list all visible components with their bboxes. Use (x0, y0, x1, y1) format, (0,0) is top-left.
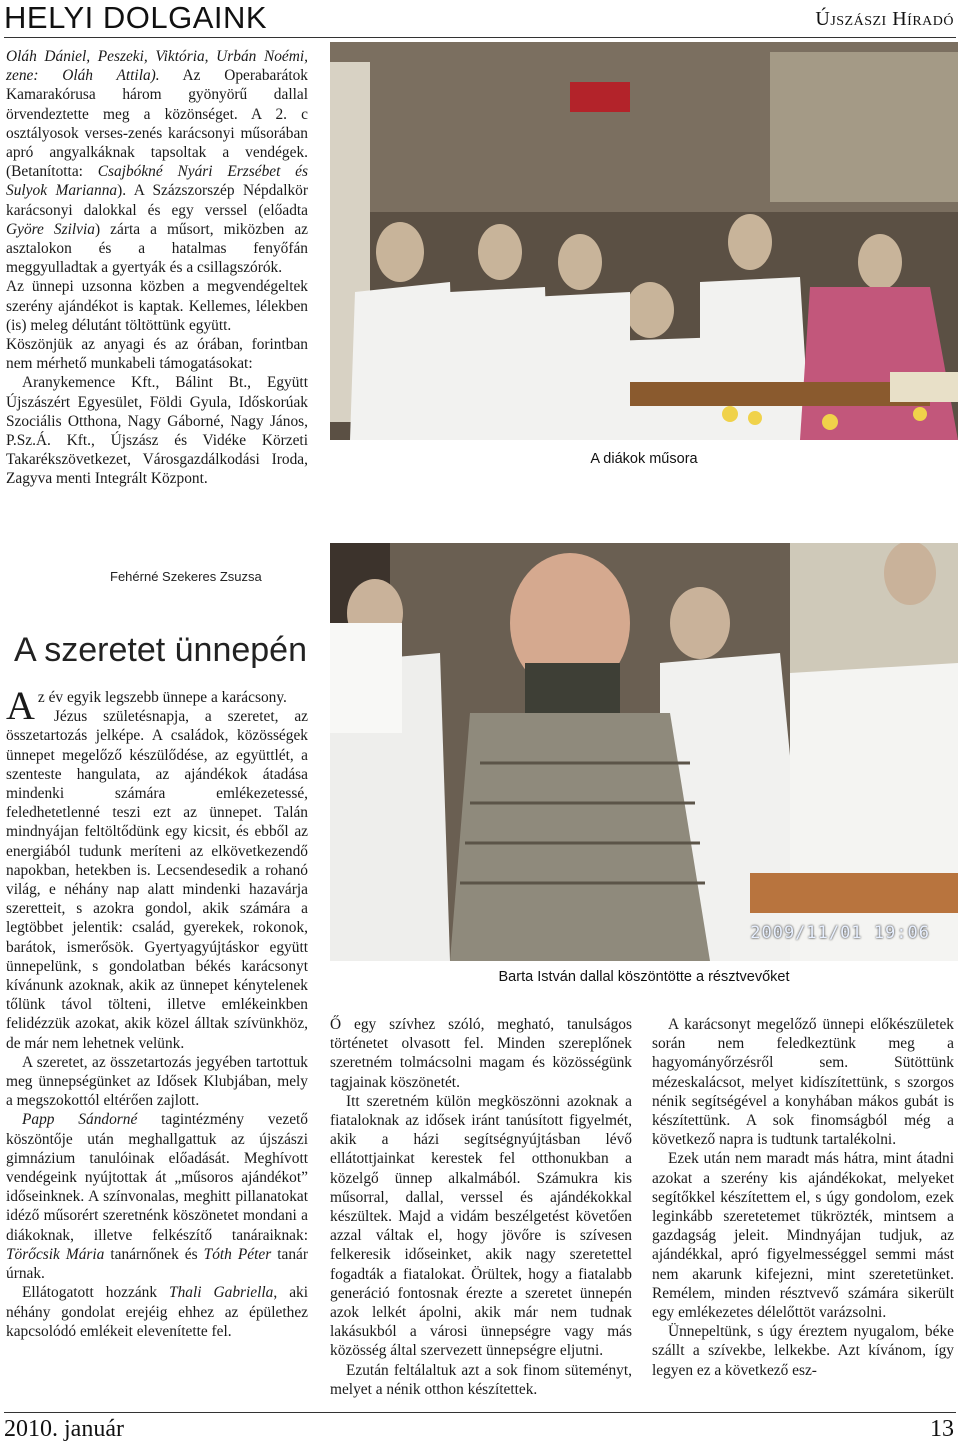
paragraph: A karácsonyt megelőző ünnepi előkészületek során nem feledkeztünk meg a hagyományőrzésről sem. Sütöttünk mézeskalácsot, melyet kidíszítettünk, s szorgos nénik segítségével a konyhában mákos gubát is készítettünk. A sok finomságból még a következő napra is tudtunk tartalékolni. (652, 1016, 954, 1149)
paragraph: Ünnepeltünk, s úgy éreztem nyugalom, béke szállt a szívekbe, lelkekbe. Azt kívánom, így legyen ez a következő esz- (652, 1323, 954, 1379)
paragraph: Az ünnepi uzsonna közben a megvendégeltek szerény ajándékot is kaptak. Kellemes, lélekben (is) meleg délutánt töltöttünk együtt. (6, 278, 308, 334)
paragraph: Itt szeretném külön megköszönni azoknak a fiataloknak az idősek iránt tanúsított figyelmét, akik a házi segítségnyújtásban lévő ellátottjainkat kerestek fel otthonukban a közelgő ünnep alkalmából. Számukra kis műsorral, dallal, verssel és ajándékokkal készültek. Majd a vidám beszélgetést követően azzal váltak el, hogy jövőre is szívesen felkeresik időseinket, akik nagy szeretettel fogadták a fiatalokat. Örültek, hogy a fiatalabb generáció fontosnak érezte a szeretet ünnepén azok lelkét ápolni, akik már nem tudnak lakásukból a városi ünnepségre vagy más közösség által szervezett ünnepségre eljutni. (330, 1092, 632, 1360)
photo-caption: A diákok műsora (590, 451, 698, 467)
photo-illustration (330, 42, 958, 440)
issue-date: 2010. január (4, 1416, 124, 1442)
photo-timestamp: 2009/11/01 19:06 (750, 923, 930, 943)
drop-cap: A (6, 683, 35, 728)
footer-rule (4, 1412, 956, 1413)
students-performance-photo (330, 42, 958, 440)
paragraph: Ő egy szívhez szóló, megható, tanulságos történetet olvasott fel. Minden szereplőnek szeretném tolmácsolni magam és közösségünk tagjainak köszönetét. (330, 1016, 632, 1091)
barta-istvan-singing-photo (330, 543, 958, 961)
sponsor-list: Aranykemence Kft., Bálint Bt., Együtt Újszászért Egyesület, Földi Gyula, Időskorúak Szociális Otthona, Nagy Gáborné, Nagy János, P.Sz.Á. Kft., Újszász és Vidéke Körzeti Takarékszövetkezet, Városgazdálkodási Iroda, Zagyva menti Integrált Központ. (6, 374, 308, 488)
photo-illustration (330, 543, 958, 961)
article-body-column2 (330, 1015, 632, 1399)
paragraph: Jézus születésnapja, a szeretet, az összetartozás jelképe. A családok, közösségek ünnepet megelőző készülődése, az együttlét, a szenteste hangulata, az ajándékok átadása mindenki számára emlékezetessé, feledhetetlenné teszi ezt az ünnepet. Talán mindnyájan feltöltődünk egy kicsit, és ebből az energiából tudunk meríteni az elkövetkezendő napokban, hetekben is. Lecsendesedik a rohanó világ, e néhány nap alatt mindenki hazavárja szeretteit, s azokra gondol, akik számára a legtöbbet jelentik: család, gyerekek, rokonok, barátok, ismerősök. Gyertyagyújtáskor együtt ünnepelünk, s gondolatban békés karácsonyt kívánunk azoknak, akik az ünnepet kénytelenek tőlünk távol tölteni, illetve emlékeinkben felidézzük azokat, akik közel álltak szívünkhöz, de már nem lehetnek velünk. (6, 708, 308, 1052)
article-body-column1: Az év egyik legszebb ünnepe a karácsony. Jézus születésnapja, a szeretet, az összetartozás jelképe. A családok, közösségek ünnepet megelőző készülődése, az együttlét, a szenteste hangulata, az ajándékok átadása mindenki számára emlékezetessé, feledhetetlenné teszi ezt az ünnepet. Talán mindnyájan feltöltődünk egy kicsit, és ebből az energiából tudunk meríteni az elkövetkezendő napokban, hetekben is. Lecsendesedik a rohanó világ, e néhány nap alatt mindenki hazavárja szeretteit, s azokra gondol, akik számára a legtöbbet jelentik: család, gyerekek, rokonok, barátok, ismerősök. Gyertyagyújtáskor együtt ünnepelünk, s gondolatban békés karácsonyt kívánunk azoknak, akik az ünnepet kénytelenek tőlünk távol tölteni, illetve emlékeinkben felidézzük azokat, akik közel álltak szívünkhöz, de már nem lehetnek velünk. A szeretet, az összetartozás jegyében tartottuk meg ünnepségünket az Idősek Klubjában, mely a megszokottól eltérően zajlott. Papp Sándorné tagintézmény vezető köszöntője után meghallgattuk az újszászi gimnázium tanulóinak előadását. Meghívott vendégeink nyújtottak át „műsoros ajándékot” időseinknek. A színvonalas, meghitt pillanatokat idéző műsorért szeretnénk köszönetet mondani a diákoknak, illetve felkészítő tanáraiknak: Törőcsik Mária tanárnőnek és Tóth Péter tanár úrnak. Ellátogatott hozzánk Thali Gabriella, aki néhány gondolat erejéig ehhez az épülethez kapcsolódó emlékeit elevenítette fel. (6, 683, 309, 1340)
page-number: 13 (930, 1416, 954, 1442)
paragraph: A szeretet, az összetartozás jegyében tartottuk meg ünnepségünket az Idősek Klubjában, mely a megszokottól eltérően zajlott. (6, 1053, 308, 1110)
previous-article-text: Oláh Dániel, Peszeki, Viktória, Urbán Noémi, zene: Oláh Attila). Az Operabarátok Kamarakórusa három gyönyörű dallal örvendeztette meg a közönséget. A 2. c osztályosok verses-zenés karácsonyi műsorában apró angyalkáknak tapsoltak a vendégek. (Betanította: Csajbókné Nyári Erzsébet és Sulyok Marianna). A Százszorszép Népdalkör karácsonyi dalokkal és egy verssel (előadta Györe Szilvia) zárta a műsort, miközben az asztalokon és a hatalmas fenyőfán meggyulladtak a gyertyák és a csillagszórók. Az ünnepi uzsonna közben a megvendégeltek szerény ajándékot is kaptak. Kellemes, lélekben (is) meleg délutánt töltöttünk együtt. Köszönjük az anyagi és az órában, forintban nem mérhető munkabeli támogatásokat: Aranykemence Kft., Bálint Bt., Együtt Újszászért Egyesület, Földi Gyula, Időskorúak Szociális Otthona, Nagy Gáborné, Nagy János, P.Sz.Á. Kft., Újszász és Vidéke Körzeti Takarékszövetkezet, Városgazdálkodási Iroda, Zagyva menti Integrált Központ. (6, 48, 309, 488)
newspaper-name: Újszászi Híradó (815, 8, 954, 30)
author-signature: Fehérné Szekeres Zsuzsa (110, 569, 262, 584)
section-title: HELYI DOLGAINK (4, 0, 268, 35)
italic-names: Oláh Dániel, Peszeki, Viktória, Urbán Noémi, zene: Oláh Attila). (6, 48, 308, 85)
paragraph: Ezek után nem maradt más hátra, mint átadni azokat a szerény kis ajándékokat, melyeket segítőkkel készítettem el, s úgy gondolom, ezek leginkább szeretetemet tükrözték, mintsem a gazdagság jeleit. Mindnyájan tudjuk, az ajándékkal, apró figyelmességgel semmi mást nem akarunk kifejezni, mint szeretetünket. Remélem, minden résztvevő számára sikerült egy emlékezetes délelőttöt varázsolni. (652, 1150, 954, 1322)
article-title: A szeretet ünnepén (14, 631, 308, 669)
photo-caption: Barta István dallal köszöntötte a résztvevőket (498, 969, 790, 985)
paragraph: Ezután feltálaltuk azt a sok finom süteményt, melyet a nénik otthon készítettek. (330, 1361, 632, 1398)
paragraph: Köszönjük az anyagi és az órában, forintban nem mérhető munkabeli támogatásokat: (6, 336, 308, 373)
header-rule (4, 37, 956, 38)
article-body-column3 (652, 1015, 954, 1380)
